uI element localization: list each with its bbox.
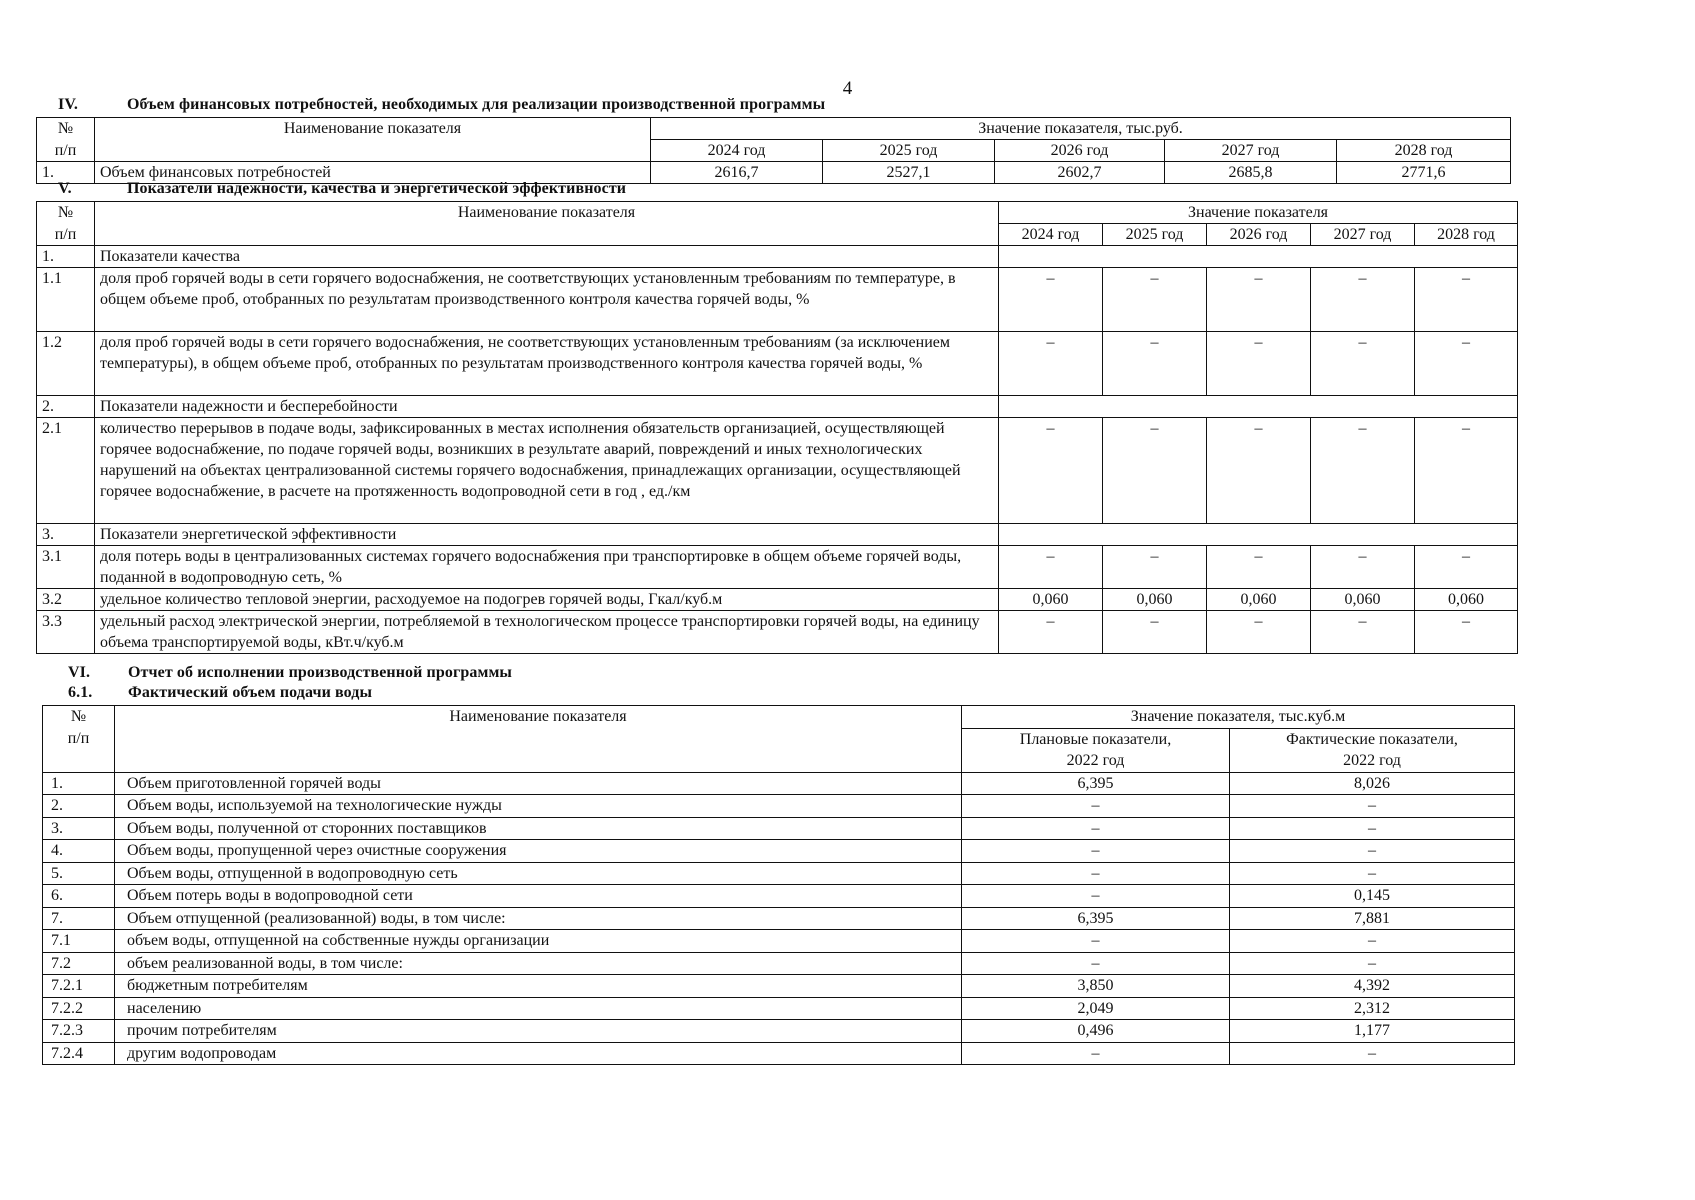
row-number: 6. [43,885,115,908]
group-blank [999,246,1518,268]
fact-value: – [1230,1042,1515,1065]
row-value: – [1207,546,1311,589]
plan-value: – [962,952,1230,975]
fact-value: – [1230,840,1515,863]
table-row [37,589,1518,611]
num-header-2: п/п [43,728,115,772]
group-row [37,396,1518,418]
subsection-6-1-heading: Фактический объем подачи воды [128,684,373,701]
row-name: населению [115,997,962,1020]
row-value: 0,060 [1415,589,1518,611]
num-header-2: п/п [37,224,95,246]
row-name: Объем финансовых потребностей [95,162,651,184]
year-header: 2027 год [1311,224,1415,246]
fact-value: – [1230,795,1515,818]
row-value: 0,060 [1103,589,1207,611]
row-name: другим водопроводам [115,1042,962,1065]
fact-value: – [1230,862,1515,885]
section-6-number: VI. [68,664,91,681]
row-value: – [999,418,1103,524]
num-header-2: п/п [37,140,95,162]
table-row [43,1042,1515,1065]
row-number: 3. [37,524,95,546]
section-4-title [58,96,825,114]
row-number: 3.2 [37,589,95,611]
table-row [43,862,1515,885]
row-name: доля проб горячей воды в сети горячего водоснабжения, не соответствующих установленным требованиям по температуре, в общем объеме проб, отобранных по результатам производственного контроля качества горячей воды, % [95,268,999,332]
table-row [37,268,1518,332]
fact-value: 7,881 [1230,907,1515,930]
row-value: 2685,8 [1165,162,1337,184]
fact-value: – [1230,952,1515,975]
row-value: – [1311,268,1415,332]
row-number: 7.2.2 [43,997,115,1020]
year-header: 2024 год [651,140,823,162]
plan-value: – [962,795,1230,818]
row-name: Объем воды, пропущенной через очистные сооружения [115,840,962,863]
section-6-heading: Отчет об исполнении производственной программы [128,664,513,681]
row-name: Объем потерь воды в водопроводной сети [115,885,962,908]
section-5-title [58,180,626,198]
row-value: – [1415,611,1518,654]
table-row [37,611,1518,654]
plan-header-line-1: Плановые показатели, [1019,730,1172,748]
table-row [43,1020,1515,1043]
row-name: удельный расход электрической энергии, потребляемой в технологическом процессе транспортировки горячей воды, на единицу объема транспортируемой воды, кВт.ч/куб.м [95,611,999,654]
row-name: объем воды, отпущенной на собственные нужды организации [115,930,962,953]
row-name: доля потерь воды в централизованных системах горячего водоснабжения при транспортировке в общем объеме горячей воды, поданной в водопроводную сеть, % [95,546,999,589]
financial-needs-table [36,117,1511,184]
group-blank [999,524,1518,546]
name-header: Наименование показателя [95,202,999,224]
fact-header [1230,728,1515,772]
table-row [43,952,1515,975]
row-name: Показатели надежности и бесперебойности [95,396,999,418]
section-4-number: IV. [58,96,79,113]
row-value: 2771,6 [1337,162,1511,184]
report-rows [43,772,1515,1065]
row-number: 5. [43,862,115,885]
name-header: Наименование показателя [115,706,962,729]
row-value: 0,060 [1311,589,1415,611]
row-value: – [1103,611,1207,654]
name-header-blank [115,728,962,772]
row-value: – [1103,546,1207,589]
value-header: Значение показателя, тыс.куб.м [962,706,1515,729]
table-row [43,885,1515,908]
page-number: 4 [842,78,853,99]
plan-value: – [962,862,1230,885]
table-row [43,907,1515,930]
name-header: Наименование показателя [95,118,651,140]
fact-header-line-1: Фактические показатели, [1286,730,1458,748]
plan-value: 0,496 [962,1020,1230,1043]
row-number: 1. [37,246,95,268]
plan-header [962,728,1230,772]
table-row [43,772,1515,795]
year-header: 2028 год [1337,140,1511,162]
plan-value: – [962,885,1230,908]
row-value: – [999,546,1103,589]
section-6-title [68,664,512,682]
fact-value: 8,026 [1230,772,1515,795]
row-value: – [999,611,1103,654]
row-value: 2616,7 [651,162,823,184]
fact-value: – [1230,930,1515,953]
plan-value: – [962,840,1230,863]
row-number: 1. [43,772,115,795]
row-number: 7. [43,907,115,930]
row-name: Объем воды, используемой на технологические нужды [115,795,962,818]
row-name: Объем отпущенной (реализованной) воды, в том числе: [115,907,962,930]
row-value: – [1311,546,1415,589]
fact-value: 2,312 [1230,997,1515,1020]
value-header: Значение показателя, тыс.руб. [651,118,1511,140]
quality-indicators-table [36,201,1518,654]
row-name: Объем приготовленной горячей воды [115,772,962,795]
row-name: удельное количество тепловой энергии, расходуемое на подогрев горячей воды, Гкал/куб.м [95,589,999,611]
num-header: № [37,118,95,140]
plan-value: – [962,817,1230,840]
row-value: 0,060 [1207,589,1311,611]
plan-value: – [962,930,1230,953]
row-name: Показатели качества [95,246,999,268]
row-number: 1. [37,162,95,184]
water-supply-report-table [42,705,1515,1065]
row-number: 2.1 [37,418,95,524]
fact-value: 0,145 [1230,885,1515,908]
row-value: 0,060 [999,589,1103,611]
section-5-heading: Показатели надежности, качества и энергетической эффективности [127,180,627,197]
year-header: 2024 год [999,224,1103,246]
year-header: 2026 год [1207,224,1311,246]
row-value: – [1311,611,1415,654]
row-value: – [1103,268,1207,332]
table-row [37,332,1518,396]
name-header-blank [95,224,999,246]
fact-value: 1,177 [1230,1020,1515,1043]
row-value: 2527,1 [823,162,995,184]
num-header: № [37,202,95,224]
section-5-number: V. [58,180,72,197]
row-number: 1.2 [37,332,95,396]
row-value: – [1415,332,1518,396]
table-row [43,817,1515,840]
year-header: 2025 год [1103,224,1207,246]
row-value: – [1103,332,1207,396]
row-number: 3.1 [37,546,95,589]
row-value: – [1311,418,1415,524]
plan-value: 6,395 [962,907,1230,930]
row-number: 7.2.1 [43,975,115,998]
plan-value: 3,850 [962,975,1230,998]
row-number: 4. [43,840,115,863]
row-number: 7.2.3 [43,1020,115,1043]
fact-value: – [1230,817,1515,840]
row-number: 2. [37,396,95,418]
row-value: – [1207,268,1311,332]
table-row [43,975,1515,998]
row-value: 2602,7 [995,162,1165,184]
row-number: 7.1 [43,930,115,953]
row-value: – [1207,418,1311,524]
table-row [43,795,1515,818]
plan-value: 6,395 [962,772,1230,795]
row-value: – [1103,418,1207,524]
num-header: № [43,706,115,729]
plan-header-line-2: 2022 год [1066,752,1125,769]
row-value: – [1311,332,1415,396]
group-row [37,524,1518,546]
plan-value: – [962,1042,1230,1065]
row-number: 3. [43,817,115,840]
row-name: доля проб горячей воды в сети горячего водоснабжения, не соответствующих установленным требованиям (за исключением температуры), в общем объеме проб, отобранных по результатам производственного контроля качества горячей воды, % [95,332,999,396]
row-value: – [999,268,1103,332]
row-value: – [1207,611,1311,654]
year-header: 2025 год [823,140,995,162]
table-row [37,546,1518,589]
row-name: прочим потребителям [115,1020,962,1043]
name-header-blank [95,140,651,162]
table-row [43,930,1515,953]
value-header: Значение показателя [999,202,1518,224]
group-blank [999,396,1518,418]
fact-value: 4,392 [1230,975,1515,998]
table-row [43,840,1515,863]
subsection-6-1-title [68,684,372,702]
row-number: 1.1 [37,268,95,332]
row-number: 2. [43,795,115,818]
row-value: – [1415,546,1518,589]
row-name: Объем воды, полученной от сторонних поставщиков [115,817,962,840]
row-value: – [1415,268,1518,332]
row-name: Объем воды, отпущенной в водопроводную сеть [115,862,962,885]
row-name: количество перерывов в подаче воды, зафиксированных в местах исполнения обязательств организацией, осуществляющей горячее водоснабжение, по подаче горячей воды, возникших в результате аварий, повреждений и иных технологических нарушений на объектах централизованной системы горячего водоснабжения, принадлежащих организации, осуществляющей горячее водоснабжение, в расчете на протяженность водопроводной сети в год , ед./км [95,418,999,524]
row-value: – [1207,332,1311,396]
subsection-6-1-number: 6.1. [68,684,93,701]
row-number: 7.2.4 [43,1042,115,1065]
group-row [37,246,1518,268]
row-name: объем реализованной воды, в том числе: [115,952,962,975]
row-name: Показатели энергетической эффективности [95,524,999,546]
row-value: – [1415,418,1518,524]
year-header: 2027 год [1165,140,1337,162]
row-number: 3.3 [37,611,95,654]
plan-value: 2,049 [962,997,1230,1020]
row-name: бюджетным потребителям [115,975,962,998]
fact-header-line-2: 2022 год [1343,752,1401,769]
year-header: 2026 год [995,140,1165,162]
row-number: 7.2 [43,952,115,975]
row-value: – [999,332,1103,396]
section-4-heading: Объем финансовых потребностей, необходимых для реализации производственной программы [127,96,826,113]
table-row [43,997,1515,1020]
year-header: 2028 год [1415,224,1518,246]
table-row [37,418,1518,524]
